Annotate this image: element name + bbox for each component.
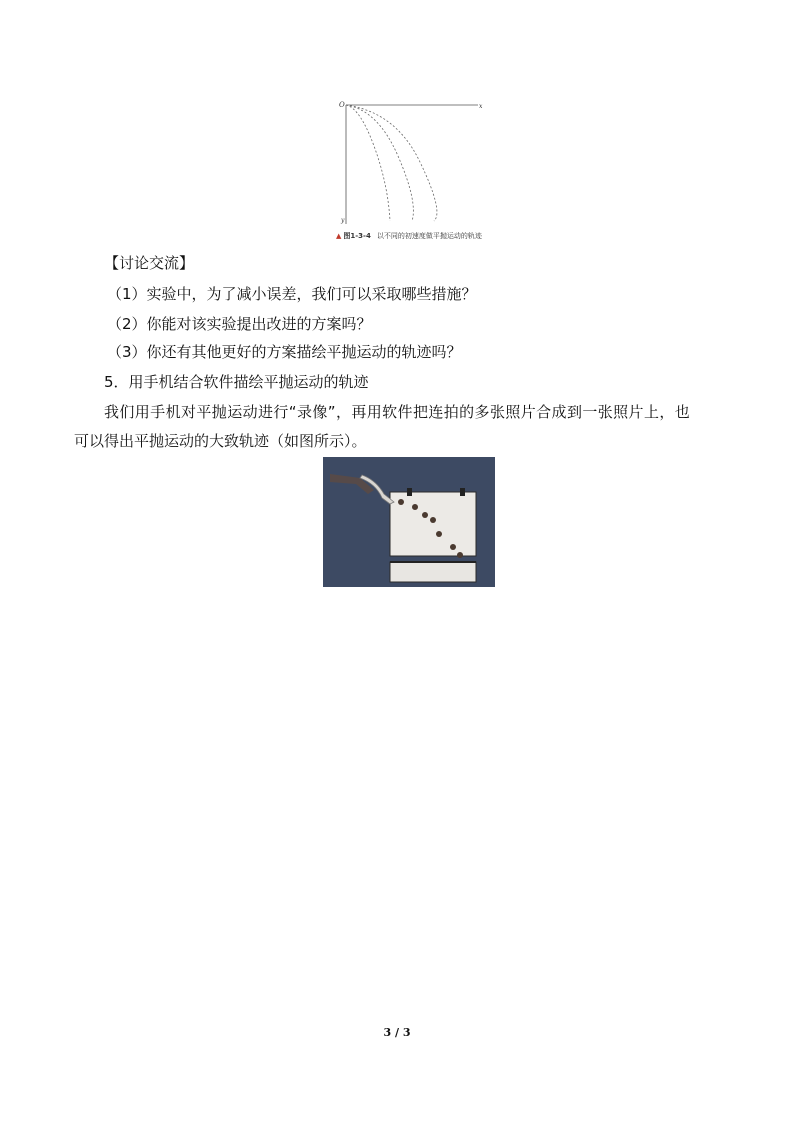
trajectory-3 bbox=[346, 105, 437, 221]
trajectory-diagram bbox=[336, 96, 484, 230]
triangle-icon: ▲ bbox=[336, 232, 342, 240]
section-title: 5．用手机结合软件描绘平抛运动的轨迹 bbox=[104, 373, 369, 391]
composite-photo bbox=[320, 454, 498, 590]
question-1: （1）实验中，为了减小误差，我们可以采取哪些措施？ bbox=[107, 285, 477, 303]
x-axis-label: x bbox=[479, 103, 483, 110]
composite-photo-icon bbox=[320, 454, 498, 590]
trajectory-1 bbox=[346, 105, 390, 221]
paragraph-line-1: 我们用手机对平抛运动进行“录像”，再用软件把连拍的多张照片合成到一张照片上，也 bbox=[104, 403, 691, 421]
question-2: （2）你能对该实验提出改进的方案吗？ bbox=[107, 315, 372, 333]
figure-caption-text: 以不同的初速度做平抛运动的轨迹 bbox=[376, 232, 482, 240]
paragraph-line-2: 可以得出平抛运动的大致轨迹（如图所示）。 bbox=[74, 432, 367, 450]
trajectory-figure bbox=[336, 96, 484, 242]
origin-label: O bbox=[339, 101, 345, 109]
figure-number: 图1-3-4 bbox=[343, 232, 371, 240]
question-3: （3）你还有其他更好的方案描绘平抛运动的轨迹吗？ bbox=[107, 343, 462, 361]
y-axis-label: y bbox=[341, 217, 345, 224]
discussion-heading: 【讨论交流】 bbox=[104, 254, 195, 272]
figure-caption bbox=[336, 230, 496, 242]
page-number: 3 / 3 bbox=[383, 1026, 411, 1039]
